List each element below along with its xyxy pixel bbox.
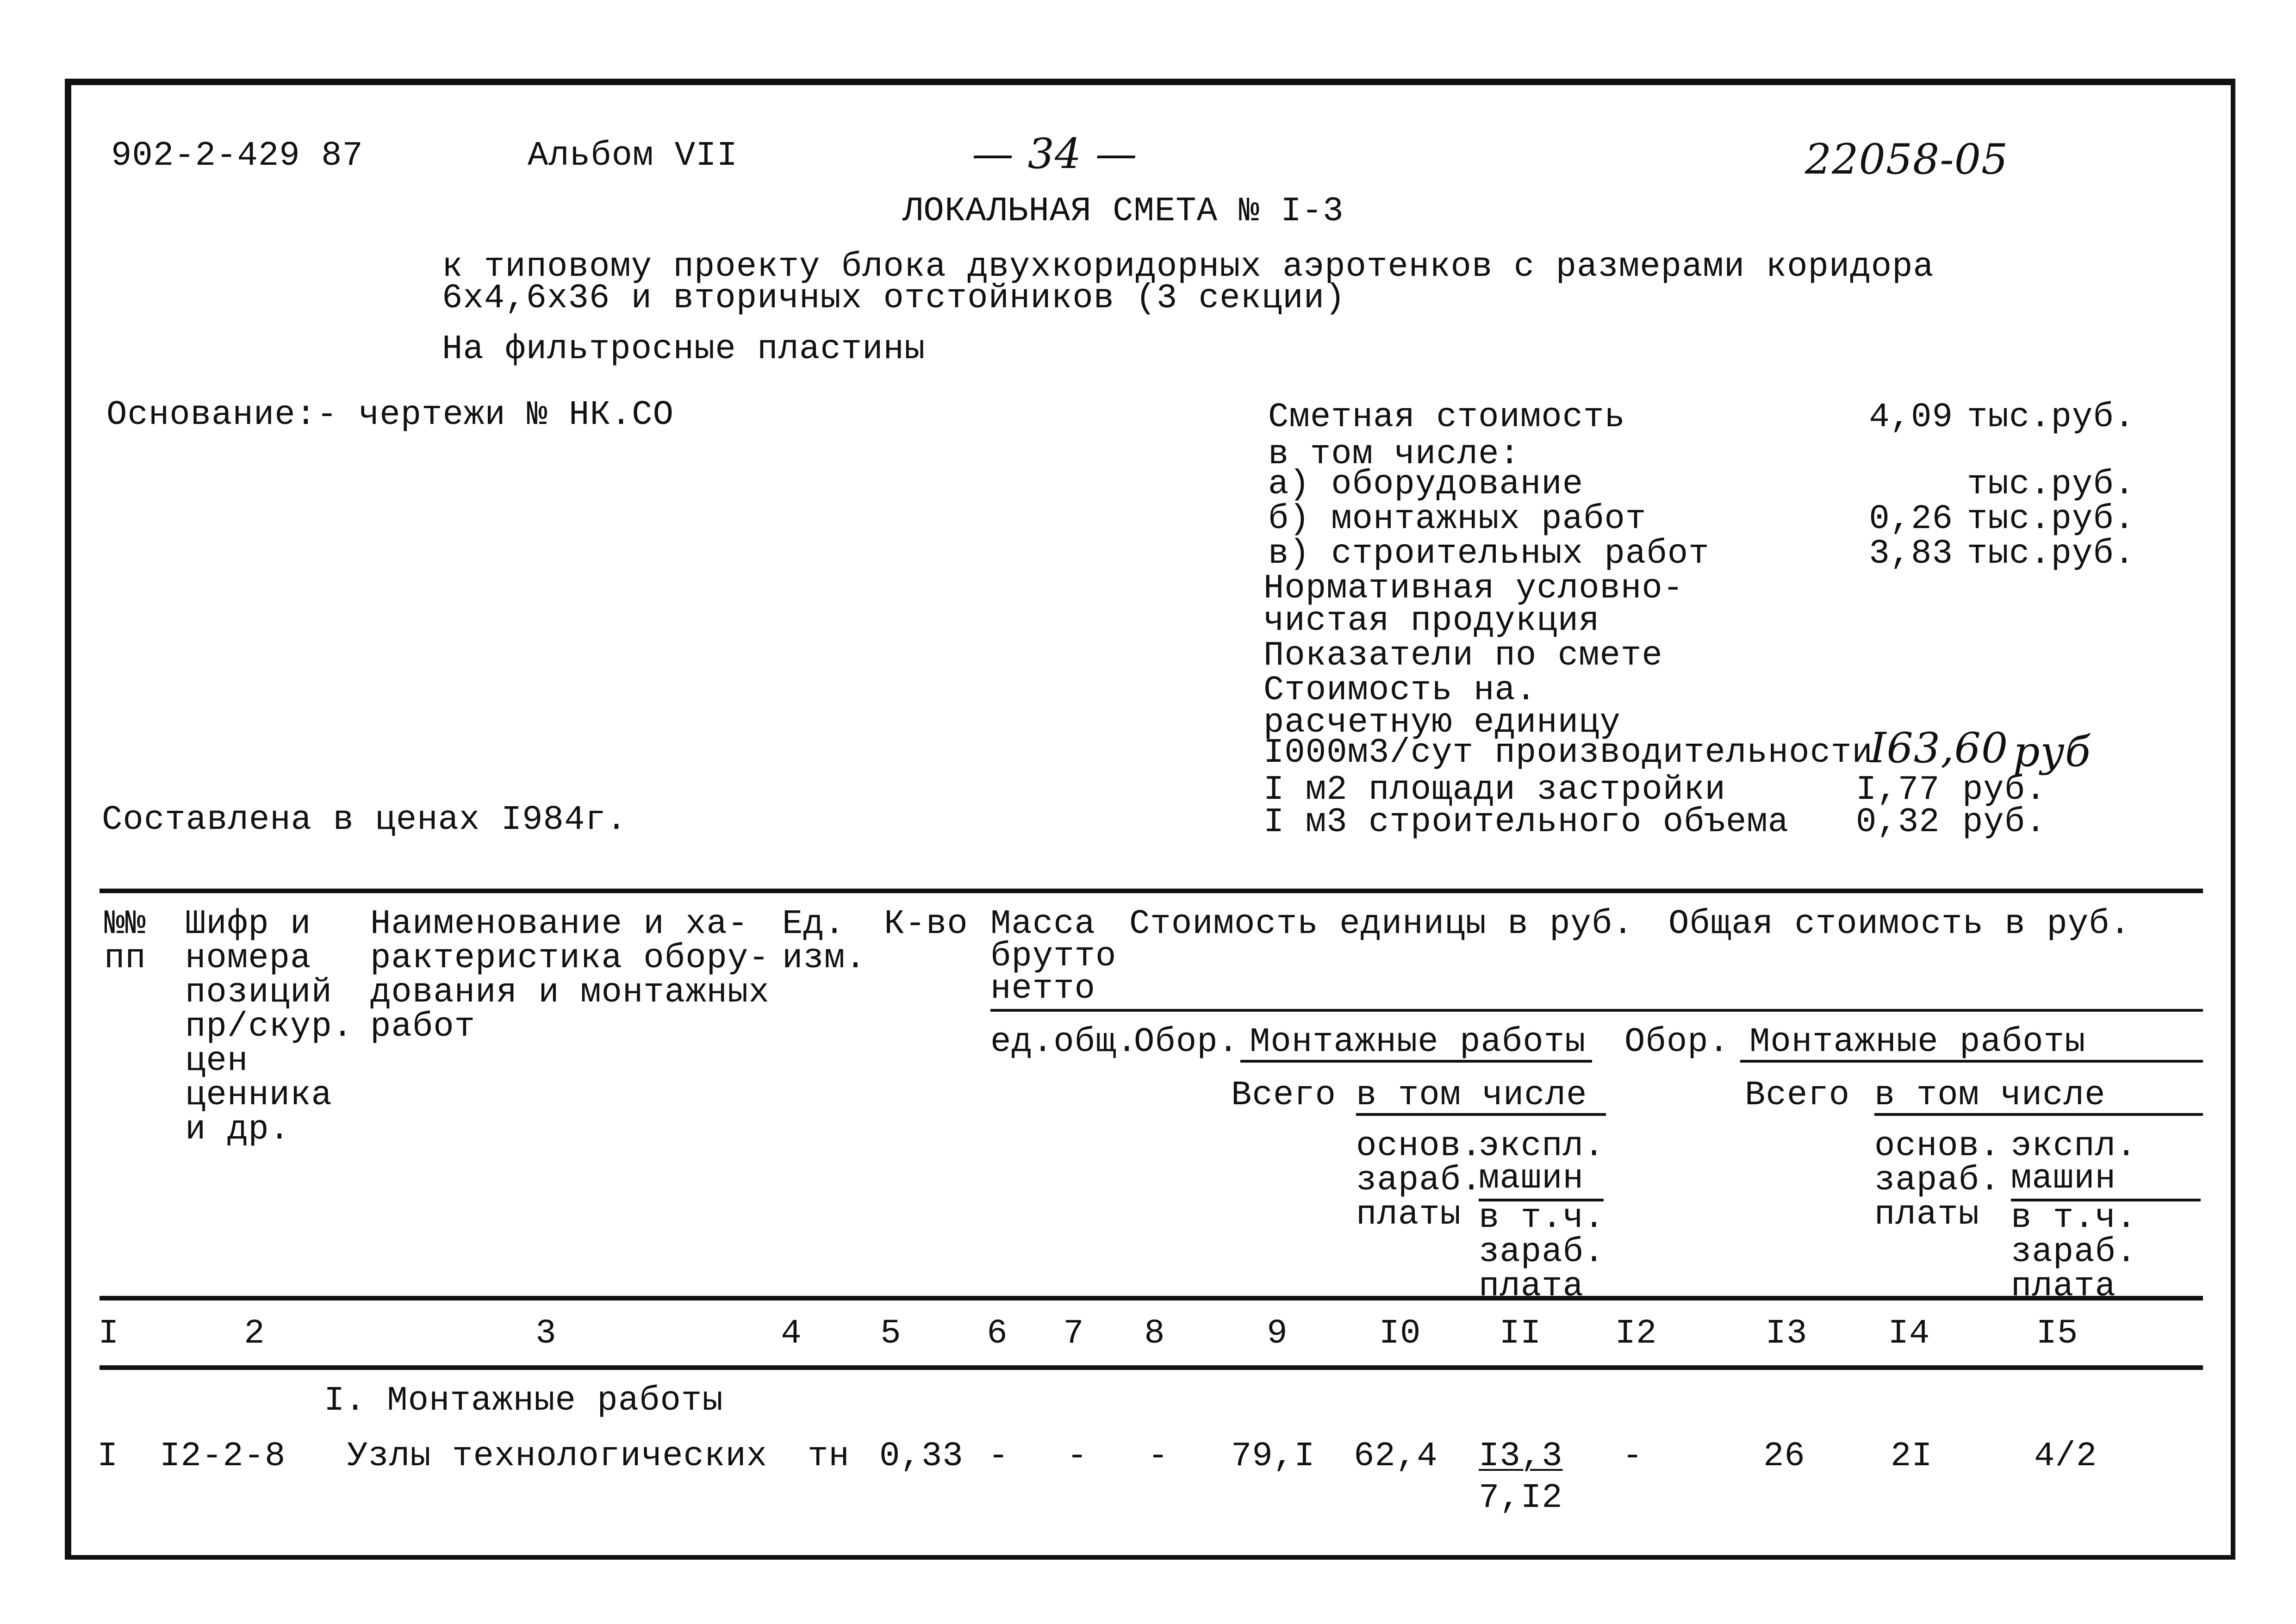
doc-code: 902-2-429 87 <box>111 137 363 175</box>
cost-per-line-2: расчетную единицу <box>1263 703 1621 742</box>
estimated-cost-value: 4,09 <box>1869 398 1953 437</box>
row-unit-install-total: 79,I <box>1231 1437 1315 1476</box>
total-incl-header: в том числе <box>1874 1076 2106 1115</box>
area-value: I,77 <box>1856 771 1940 809</box>
document-title: ЛОКАЛЬНАЯ СМЕТА № I-3 <box>902 192 1344 231</box>
construction-value: 3,83 <box>1869 535 1953 573</box>
row-total-machines: 4/2 <box>2034 1437 2097 1476</box>
row-unit-machines: I3,3 <box>1479 1437 1563 1476</box>
header-bottom-rule <box>100 1296 2203 1300</box>
including-label: в том числе: <box>1268 435 1520 474</box>
section-name: На фильтросные пластины <box>442 330 926 369</box>
unit-machines-header-3: в т.ч. зараб. плата <box>1479 1199 1605 1306</box>
total-machines-header-1: экспл. <box>2011 1127 2137 1166</box>
equipment-label: а) оборудование <box>1268 465 1584 504</box>
column-numbers-rule <box>100 1365 2203 1370</box>
volume-unit: руб. <box>1962 803 2047 842</box>
total-cost-header: Общая стоимость в руб. <box>1668 905 2131 944</box>
col-qty-header: К-во <box>884 905 968 944</box>
estimated-cost-label: Сметная стоимость <box>1268 398 1625 437</box>
net-product-line-1: Нормативная условно- <box>1263 569 1684 608</box>
column-number: 4 <box>781 1314 802 1353</box>
total-machines-header-2: машин <box>2011 1159 2116 1198</box>
row-total-base-wage: 2I <box>1891 1437 1933 1476</box>
construction-label: в) строительных работ <box>1268 535 1710 573</box>
row-mass-unit: - <box>988 1437 1009 1476</box>
mass-header-1: Масса <box>990 905 1096 944</box>
row-total-equip: - <box>1622 1437 1643 1476</box>
column-number: I3 <box>1765 1314 1808 1353</box>
archive-code: 22058-05 <box>1805 135 2009 184</box>
row-name: Узлы технологических <box>347 1437 768 1476</box>
col-code-header: Шифр и номера позиций пр/скур. цен ценника и др. <box>185 905 354 1149</box>
unit-incl-header: в том числе <box>1356 1076 1587 1115</box>
total-total-header: Всего <box>1745 1076 1850 1115</box>
capacity-unit: руб <box>2013 728 2091 776</box>
area-label: I м2 площади застройки <box>1263 771 1726 809</box>
col-name-header: Наименование и ха- рактеристика обору- дования и монтажных работ <box>370 905 770 1046</box>
unit-machines-header-1: экспл. <box>1479 1127 1605 1166</box>
area-unit: руб. <box>1962 771 2047 809</box>
row-qty: 0,33 <box>879 1437 964 1476</box>
indicators-label: Показатели по смете <box>1263 636 1663 675</box>
total-equip-header: Обор. <box>1624 1023 1730 1062</box>
capacity-label: I000м3/сут производительности <box>1263 734 1873 772</box>
unit-total-header: Всего <box>1231 1076 1337 1115</box>
construction-unit: тыс.руб. <box>1967 535 2135 573</box>
column-number: I2 <box>1615 1314 1657 1353</box>
mass-header-2: брутто <box>990 937 1117 976</box>
unit-equip-header: Обор. <box>1134 1023 1239 1062</box>
table-top-rule <box>100 889 2203 893</box>
subtitle-line-2: 6х4,6х36 и вторичных отстойников (3 секции) <box>442 279 1346 318</box>
row-total-install: 26 <box>1763 1437 1805 1476</box>
page-number: — 34 — <box>972 130 1138 178</box>
net-product-line-2: чистая продукция <box>1263 602 1600 641</box>
column-number: 8 <box>1144 1314 1165 1353</box>
unit-machines-header-2: машин <box>1479 1159 1584 1198</box>
total-machines-header-3: в т.ч. зараб. плата <box>2011 1199 2137 1306</box>
volume-value: 0,32 <box>1856 803 1940 842</box>
row-unit-base-wage: 62,4 <box>1354 1437 1438 1476</box>
mass-rule <box>990 1009 2203 1012</box>
row-unit: тн <box>808 1437 850 1476</box>
volume-label: I м3 строительного объема <box>1263 803 1789 842</box>
cost-per-line-1: Стоимость на. <box>1263 671 1537 710</box>
unit-cost-header: Стоимость единицы в руб. <box>1129 905 1634 944</box>
row-unit-machines-wage: 7,I2 <box>1479 1479 1563 1518</box>
mass-header-3: нетто <box>990 970 1096 1008</box>
col-unit-header: Ед. изм. <box>782 905 866 978</box>
album-label: Альбом VII <box>528 137 738 175</box>
capacity-value: I63,60 <box>1870 724 2009 772</box>
installation-label: б) монтажных работ <box>1268 500 1647 539</box>
column-number: 5 <box>880 1314 902 1353</box>
prices-note: Составлена в ценах I984г. <box>102 801 628 840</box>
unit-base-wage-header: основ. зараб. платы <box>1356 1127 1482 1234</box>
column-number: II <box>1499 1314 1542 1353</box>
basis-text: Основание:- чертежи № НК.СО <box>106 396 674 435</box>
subtitle-line-1: к типовому проекту блока двухкоридорных аэротенков с размерами коридора <box>442 248 1934 286</box>
column-number: I4 <box>1888 1314 1930 1353</box>
unit-install-header: Монтажные работы <box>1250 1023 1586 1062</box>
column-number: I0 <box>1379 1314 1421 1353</box>
column-number: I5 <box>2036 1314 2078 1353</box>
installation-unit: тыс.руб. <box>1967 500 2135 539</box>
total-install-header: Монтажные работы <box>1749 1023 2086 1062</box>
column-number: 9 <box>1267 1314 1288 1353</box>
section-title: I. Монтажные работы <box>324 1381 723 1420</box>
row-unit-equip: - <box>1148 1437 1169 1476</box>
mass-unit-total-header: ед.общ. <box>990 1023 1138 1062</box>
row-mass-total: - <box>1067 1437 1088 1476</box>
total-base-wage-header: основ. зараб. платы <box>1874 1127 2001 1234</box>
col-num-header: №№ пп <box>104 905 146 978</box>
row-code: I2-2-8 <box>160 1437 286 1476</box>
column-number: 7 <box>1063 1314 1084 1353</box>
equipment-unit: тыс.руб. <box>1967 465 2135 504</box>
column-number: I <box>98 1314 119 1353</box>
column-number: 3 <box>535 1314 557 1353</box>
installation-value: 0,26 <box>1869 500 1953 539</box>
estimated-cost-unit: тыс.руб. <box>1967 398 2135 437</box>
column-number: 6 <box>987 1314 1008 1353</box>
column-number: 2 <box>244 1314 265 1353</box>
row-number: I <box>97 1437 118 1476</box>
